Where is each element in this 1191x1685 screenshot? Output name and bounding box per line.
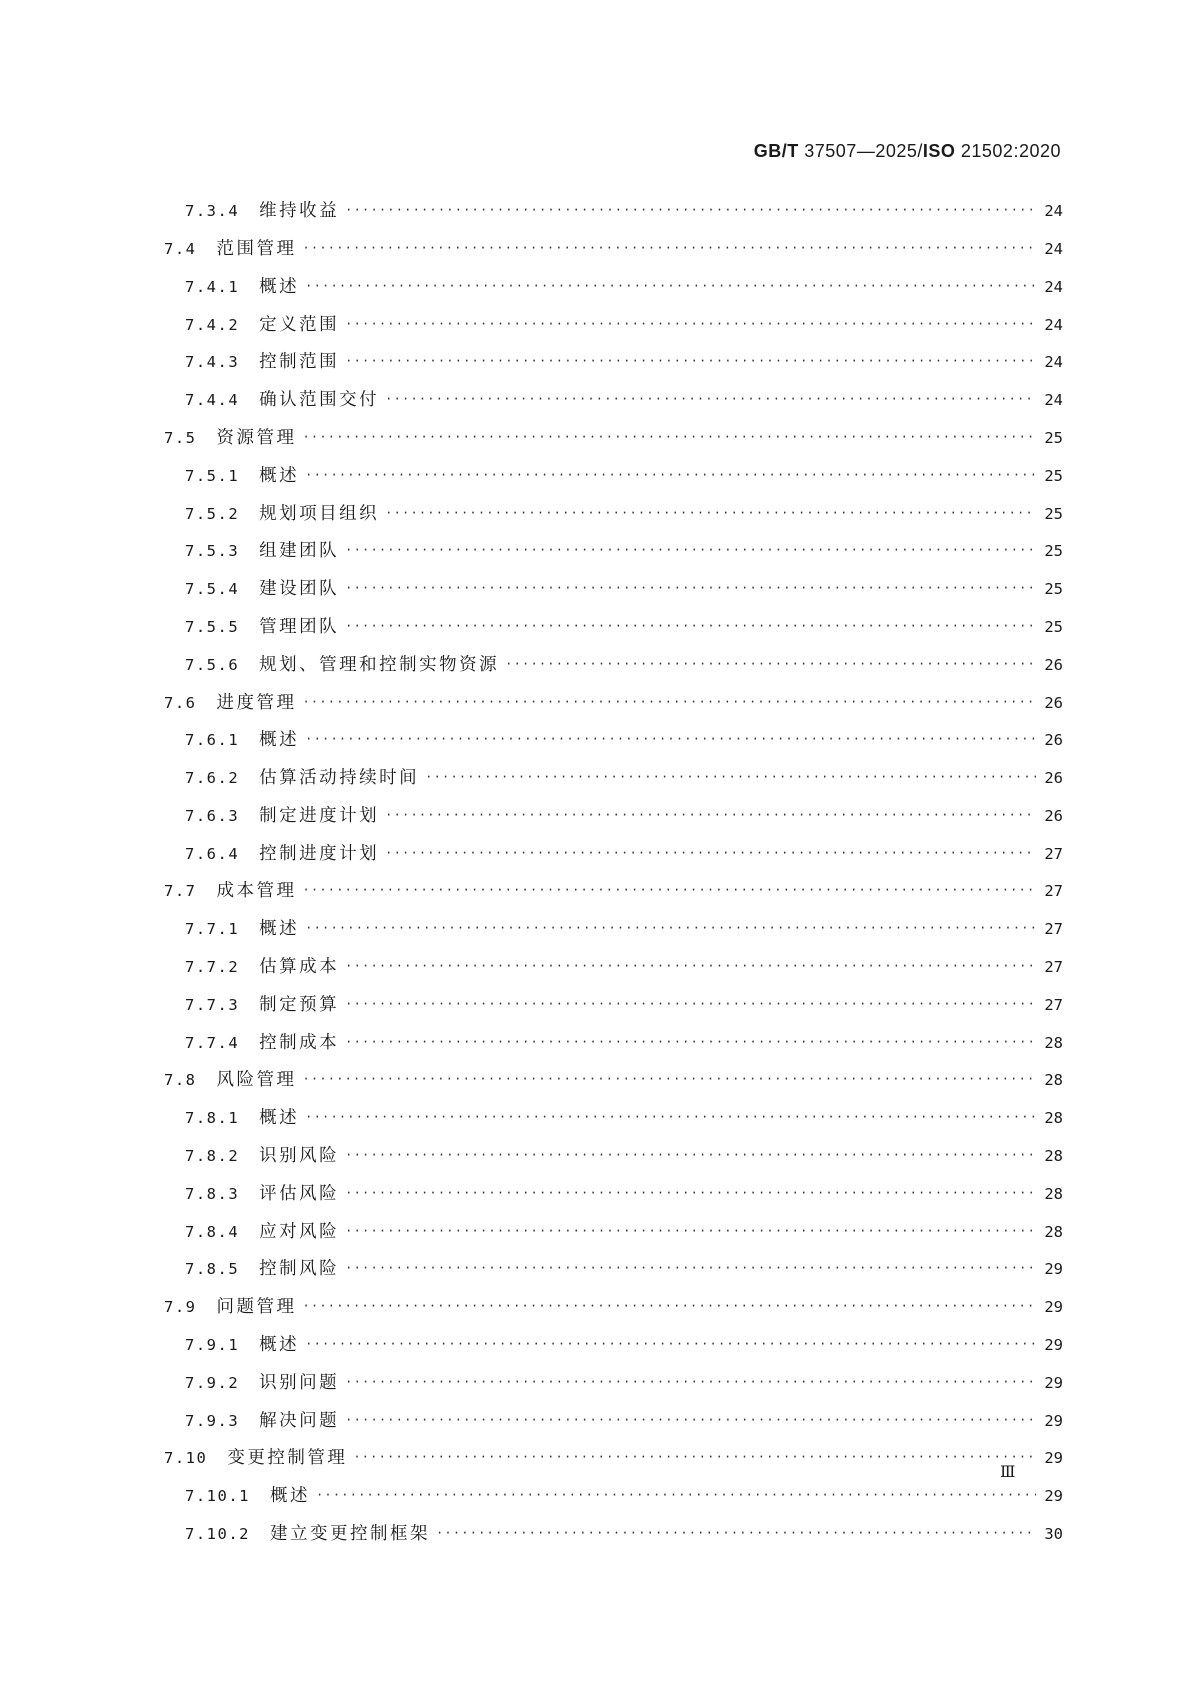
toc-section-number: 7.5.2	[185, 504, 240, 523]
toc-section-number: 7.4	[164, 239, 197, 258]
toc-entry[interactable]	[0, 1365, 1191, 1403]
toc-section-title: 估算活动持续时间	[259, 768, 420, 789]
toc-entry[interactable]	[0, 684, 1191, 722]
toc-entry-row	[185, 465, 1063, 486]
toc-section-title: 概述	[259, 919, 300, 940]
toc-section-title: 控制风险	[259, 1259, 340, 1280]
toc-dot-leader	[345, 1376, 1036, 1388]
toc-page-number: 29	[1044, 1336, 1063, 1355]
toc-entry[interactable]	[0, 231, 1191, 269]
toc-entry[interactable]	[0, 458, 1191, 496]
toc-section-number: 7.10.1	[185, 1487, 250, 1506]
toc-section-number: 7.5.3	[185, 542, 240, 561]
toc-entry-row	[164, 1299, 1063, 1317]
toc-dot-leader	[345, 998, 1036, 1010]
toc-section-title: 成本管理	[216, 881, 297, 902]
toc-section-number: 7.3.4	[185, 202, 240, 221]
toc-entry-row	[164, 1072, 1063, 1090]
toc-section-title: 概述	[259, 1108, 300, 1129]
toc-entry[interactable]	[0, 1100, 1191, 1138]
toc-section-title: 定义范围	[259, 314, 340, 335]
toc-section-number: 7.6	[164, 693, 197, 712]
toc-entry-row	[185, 314, 1063, 335]
toc-entry[interactable]	[0, 306, 1191, 344]
toc-dot-leader	[345, 620, 1036, 632]
toc-page-number: 25	[1044, 580, 1063, 599]
toc-page-number: 26	[1044, 655, 1063, 674]
toc-entry-row	[185, 805, 1063, 826]
toc-section-number: 7.8.5	[185, 1260, 240, 1279]
toc-section-number: 7.8.1	[185, 1109, 240, 1128]
toc-page-number: 28	[1044, 1033, 1063, 1052]
toc-entry-row	[185, 616, 1063, 637]
toc-section-number: 7.5	[164, 428, 197, 447]
toc-entry[interactable]	[0, 193, 1191, 231]
toc-entry[interactable]	[0, 533, 1191, 571]
toc-section-title: 变更控制管理	[227, 1448, 348, 1469]
toc-entry[interactable]	[0, 798, 1191, 836]
toc-dot-leader	[305, 922, 1036, 934]
toc-dot-leader	[345, 1149, 1036, 1161]
toc-page-number: 28	[1044, 1147, 1063, 1166]
toc-entry[interactable]	[0, 1214, 1191, 1252]
toc-section-title: 建设团队	[259, 579, 340, 600]
toc-section-title: 控制成本	[259, 1032, 340, 1053]
toc-section-number: 7.10.2	[185, 1525, 250, 1544]
toc-section-title: 概述	[259, 276, 300, 297]
toc-entry-row	[185, 770, 1063, 788]
toc-section-title: 资源管理	[216, 427, 297, 448]
toc-entry-row	[185, 1032, 1063, 1053]
toc-page-number: 27	[1044, 958, 1063, 977]
toc-section-title: 识别风险	[259, 1146, 340, 1167]
toc-entry-row	[185, 543, 1063, 561]
toc-entry-row	[185, 1526, 1063, 1544]
toc-section-title: 问题管理	[216, 1297, 297, 1318]
toc-section-number: 7.6.1	[185, 731, 240, 750]
toc-section-number: 7.6.3	[185, 806, 240, 825]
toc-entry[interactable]	[0, 1176, 1191, 1214]
toc-entry-row	[185, 654, 1063, 675]
toc-section-number: 7.5.6	[185, 655, 240, 674]
toc-entry[interactable]	[0, 1403, 1191, 1441]
toc-section-title: 进度管理	[216, 692, 297, 713]
toc-dot-leader	[436, 1527, 1036, 1539]
toc-section-number: 7.8.3	[185, 1184, 240, 1203]
table-of-contents	[0, 193, 1191, 1554]
toc-section-title: 评估风险	[259, 1183, 340, 1204]
toc-entry-row	[185, 354, 1063, 372]
toc-dot-leader	[305, 1338, 1036, 1350]
toc-dot-leader	[385, 809, 1036, 821]
toc-section-number: 7.7	[164, 882, 197, 901]
toc-page-number: 25	[1044, 617, 1063, 636]
toc-page-number: 27	[1044, 882, 1063, 901]
toc-entry[interactable]	[0, 987, 1191, 1025]
toc-entry[interactable]	[0, 1062, 1191, 1100]
standard-code-header	[754, 141, 1061, 162]
toc-section-number: 7.10	[164, 1449, 208, 1468]
toc-entry-row	[185, 1337, 1063, 1355]
toc-page-number: 27	[1044, 920, 1063, 939]
toc-entry-row	[185, 581, 1063, 599]
toc-entry-row	[185, 959, 1063, 977]
toc-entry[interactable]	[0, 1327, 1191, 1365]
toc-section-number: 7.7.4	[185, 1033, 240, 1052]
toc-page-number: 24	[1044, 391, 1063, 410]
toc-entry[interactable]	[0, 1289, 1191, 1327]
toc-section-title: 规划、管理和控制实物资源	[259, 654, 500, 675]
toc-entry[interactable]	[0, 722, 1191, 760]
toc-entry[interactable]	[0, 1025, 1191, 1063]
toc-dot-leader	[303, 431, 1037, 443]
toc-dot-leader	[303, 1073, 1037, 1085]
toc-dot-leader	[385, 507, 1036, 519]
toc-dot-leader	[303, 884, 1037, 896]
toc-entry[interactable]	[0, 836, 1191, 874]
toc-entry[interactable]	[0, 647, 1191, 685]
toc-page-number: 28	[1044, 1071, 1063, 1090]
toc-page-number: 27	[1044, 995, 1063, 1014]
toc-dot-leader	[345, 318, 1036, 330]
toc-entry-row	[185, 1221, 1063, 1242]
toc-section-title: 范围管理	[216, 238, 297, 259]
toc-dot-leader	[345, 204, 1036, 216]
toc-page-number: 24	[1044, 353, 1063, 372]
toc-section-title: 应对风险	[259, 1221, 340, 1242]
toc-entry[interactable]	[0, 1251, 1191, 1289]
toc-section-title: 概述	[259, 465, 300, 486]
toc-section-number: 7.9	[164, 1298, 197, 1317]
toc-section-title: 确认范围交付	[259, 390, 380, 411]
toc-entry-row	[185, 1183, 1063, 1204]
toc-section-title: 管理团队	[259, 616, 340, 637]
toc-entry[interactable]	[0, 571, 1191, 609]
toc-section-number: 7.9.1	[185, 1336, 240, 1355]
toc-page-number: 26	[1044, 806, 1063, 825]
toc-section-title: 识别问题	[259, 1372, 340, 1393]
toc-dot-leader	[316, 1489, 1036, 1501]
toc-entry-row	[164, 1450, 1063, 1468]
toc-dot-leader	[305, 1111, 1036, 1123]
toc-section-number: 7.8.2	[185, 1147, 240, 1166]
toc-entry-row	[164, 427, 1063, 448]
toc-section-number: 7.7.2	[185, 958, 240, 977]
toc-dot-leader	[303, 242, 1037, 254]
toc-page-number: 29	[1044, 1298, 1063, 1317]
toc-entry-row	[185, 1410, 1063, 1431]
toc-entry[interactable]	[0, 609, 1191, 647]
toc-dot-leader	[505, 658, 1036, 670]
iso-prefix: ISO	[922, 141, 956, 161]
toc-entry-row	[185, 994, 1063, 1015]
toc-page-number: 28	[1044, 1222, 1063, 1241]
toc-page-number: 24	[1044, 315, 1063, 334]
toc-page-number: 27	[1044, 844, 1063, 863]
toc-section-number: 7.9.2	[185, 1373, 240, 1392]
toc-entry-row	[185, 921, 1063, 939]
toc-page-number: 24	[1044, 277, 1063, 296]
toc-entry-row	[185, 1110, 1063, 1128]
toc-section-number: 7.5.4	[185, 580, 240, 599]
toc-section-title: 组建团队	[259, 541, 340, 562]
toc-section-title: 估算成本	[259, 957, 340, 978]
toc-entry-row	[185, 1488, 1063, 1506]
toc-section-title: 概述	[270, 1486, 310, 1507]
toc-entry[interactable]	[0, 949, 1191, 987]
toc-dot-leader	[305, 733, 1036, 745]
toc-page-number: 28	[1044, 1109, 1063, 1128]
toc-page-number: 24	[1044, 202, 1063, 221]
toc-section-title: 建立变更控制框架	[270, 1524, 430, 1545]
toc-section-number: 7.4.1	[185, 277, 240, 296]
toc-entry[interactable]	[0, 1138, 1191, 1176]
toc-page-number: 26	[1044, 769, 1063, 788]
toc-section-number: 7.7.3	[185, 995, 240, 1014]
toc-page-number: 29	[1044, 1373, 1063, 1392]
toc-entry-row	[185, 276, 1063, 297]
toc-dot-leader	[303, 696, 1037, 708]
toc-entry[interactable]	[0, 1516, 1191, 1554]
toc-section-title: 制定预算	[259, 994, 340, 1015]
toc-section-title: 概述	[259, 730, 300, 751]
standard-number: 37507—2025/	[798, 141, 923, 161]
toc-page-number: 30	[1044, 1525, 1063, 1544]
toc-page-number: 26	[1044, 731, 1063, 750]
standard-prefix: GB/T	[753, 141, 799, 161]
toc-section-number: 7.9.3	[185, 1411, 240, 1430]
toc-entry[interactable]	[0, 873, 1191, 911]
toc-section-number: 7.4.3	[185, 353, 240, 372]
toc-section-number: 7.4.2	[185, 315, 240, 334]
toc-section-title: 制定进度计划	[259, 805, 380, 826]
toc-dot-leader	[345, 1414, 1036, 1426]
toc-entry-row	[164, 692, 1063, 713]
toc-section-title: 解决问题	[259, 1410, 340, 1431]
toc-page-number: 25	[1044, 504, 1063, 523]
toc-dot-leader	[385, 393, 1036, 405]
iso-number: 21502:2020	[955, 141, 1061, 161]
toc-entry[interactable]	[0, 269, 1191, 307]
toc-entry-row	[185, 1372, 1063, 1393]
toc-section-number: 7.4.4	[185, 391, 240, 410]
toc-section-number: 7.6.2	[185, 769, 240, 788]
toc-dot-leader	[345, 1187, 1036, 1199]
toc-section-number: 7.7.1	[185, 920, 240, 939]
toc-entry-row	[185, 503, 1063, 524]
toc-entry-row	[185, 1261, 1063, 1279]
toc-dot-leader	[385, 847, 1036, 859]
toc-dot-leader	[345, 1036, 1036, 1048]
toc-page-number: 29	[1044, 1449, 1063, 1468]
toc-section-number: 7.5.5	[185, 617, 240, 636]
toc-page-number: 29	[1044, 1260, 1063, 1279]
toc-entry-row	[185, 732, 1063, 750]
toc-dot-leader	[303, 1300, 1037, 1312]
toc-page-number: 29	[1044, 1487, 1063, 1506]
toc-entry[interactable]	[0, 495, 1191, 533]
toc-dot-leader	[305, 280, 1036, 292]
toc-dot-leader	[425, 771, 1036, 783]
toc-section-number: 7.8	[164, 1071, 197, 1090]
toc-dot-leader	[305, 469, 1036, 481]
toc-section-title: 规划项目组织	[259, 503, 380, 524]
toc-page-number: 29	[1044, 1411, 1063, 1430]
toc-entry[interactable]	[0, 1478, 1191, 1516]
toc-section-title: 控制范围	[259, 352, 340, 373]
toc-page-number: 25	[1044, 466, 1063, 485]
toc-entry-row	[164, 238, 1063, 259]
toc-entry-row	[185, 392, 1063, 410]
toc-section-title: 维持收益	[259, 201, 340, 222]
toc-entry-row	[164, 883, 1063, 901]
toc-dot-leader	[345, 1262, 1036, 1274]
toc-page-number: 28	[1044, 1184, 1063, 1203]
toc-entry-row	[185, 203, 1063, 221]
toc-dot-leader	[353, 1451, 1036, 1463]
toc-section-number: 7.8.4	[185, 1222, 240, 1241]
toc-page-number: 25	[1044, 428, 1063, 447]
toc-section-number: 7.6.4	[185, 844, 240, 863]
toc-entry[interactable]	[0, 382, 1191, 420]
toc-entry-row	[185, 843, 1063, 864]
toc-entry[interactable]	[0, 760, 1191, 798]
toc-page-number: 25	[1044, 542, 1063, 561]
toc-section-number: 7.5.1	[185, 466, 240, 485]
toc-dot-leader	[345, 1225, 1036, 1237]
toc-section-title: 风险管理	[216, 1070, 297, 1091]
toc-section-title: 控制进度计划	[259, 843, 380, 864]
toc-entry[interactable]	[0, 911, 1191, 949]
toc-page-number: 24	[1044, 239, 1063, 258]
toc-dot-leader	[345, 355, 1036, 367]
toc-dot-leader	[345, 544, 1036, 556]
toc-entry-row	[185, 1148, 1063, 1166]
toc-entry[interactable]	[0, 344, 1191, 382]
toc-section-title: 概述	[259, 1335, 300, 1356]
toc-dot-leader	[345, 960, 1036, 972]
toc-dot-leader	[345, 582, 1036, 594]
page-number: Ⅲ	[1000, 1462, 1015, 1481]
toc-entry[interactable]	[0, 420, 1191, 458]
toc-page-number: 26	[1044, 693, 1063, 712]
